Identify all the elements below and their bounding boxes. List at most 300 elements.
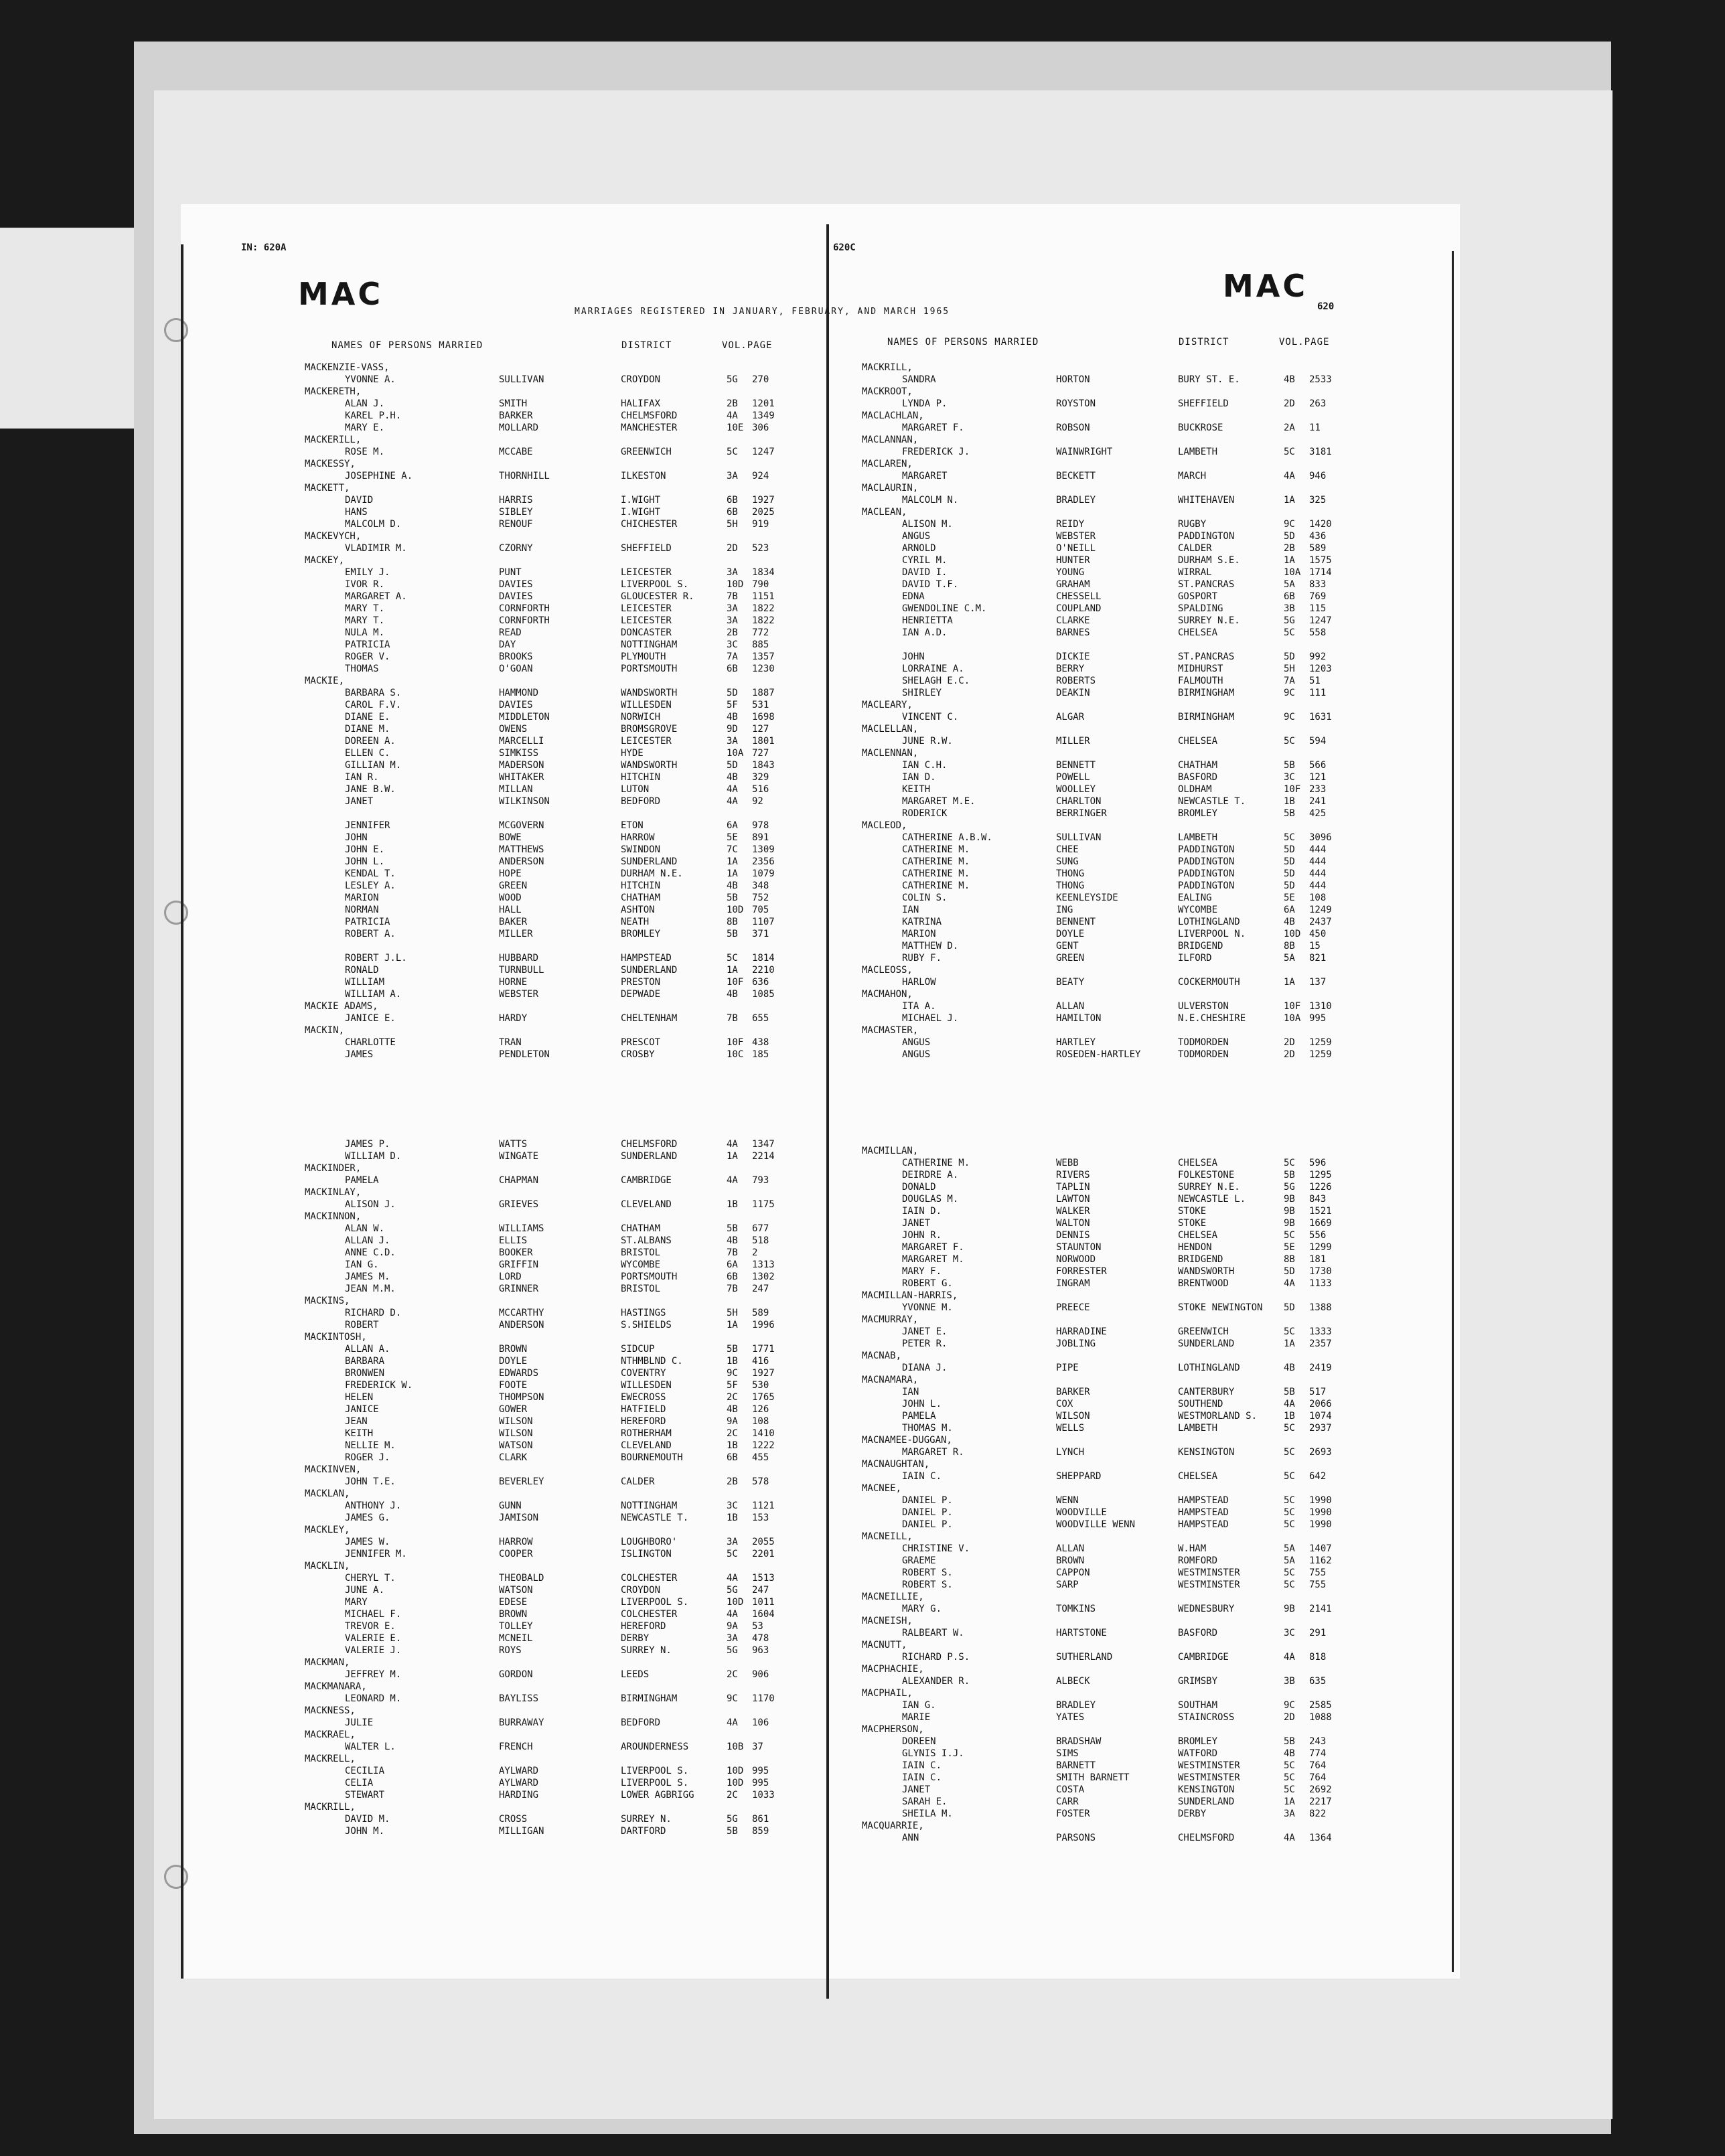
- entry-given-name: DAVID I.: [902, 567, 948, 578]
- entry-given-name: DOREEN A.: [345, 736, 396, 747]
- entry-district: WESTMINSTER: [1178, 1760, 1240, 1771]
- entry-page: 181: [1309, 1254, 1327, 1265]
- entry-page: 2217: [1309, 1796, 1332, 1807]
- entry-given-name: JOHN L.: [345, 856, 385, 867]
- entry-page: 11: [1309, 422, 1321, 433]
- entry-spouse-surname: BENNENT: [1056, 917, 1096, 927]
- entry-given-name: MICHAEL J.: [902, 1013, 959, 1024]
- entry-volume: 5D: [727, 760, 738, 771]
- entry-volume: 1A: [1284, 495, 1295, 506]
- entry-district: CAMBRIDGE: [1178, 1652, 1229, 1663]
- entry-volume: 5B: [1284, 1387, 1295, 1397]
- entry-district: PLYMOUTH: [621, 651, 666, 662]
- entry-spouse-surname: MCNEIL: [499, 1633, 533, 1644]
- entry-page: 2210: [752, 965, 775, 976]
- entry-surname: MACNAUGHTAN,: [862, 1459, 930, 1470]
- entry-spouse-surname: CLARK: [499, 1452, 528, 1463]
- entry-given-name: MICHAEL F.: [345, 1609, 402, 1620]
- entry-volume: 5C: [1284, 1784, 1295, 1795]
- entry-surname: MACKESSY,: [305, 459, 356, 469]
- entry-given-name: CYRIL M.: [902, 555, 948, 566]
- binding-hole: [164, 318, 188, 342]
- entry-district: PRESTON: [621, 977, 661, 988]
- entry-spouse-surname: WENN: [1056, 1495, 1079, 1506]
- entry-district: NEATH: [621, 917, 650, 927]
- entry-spouse-surname: HARDY: [499, 1013, 528, 1024]
- entry-given-name: NELLIE M.: [345, 1440, 396, 1451]
- entry-given-name: NULA M.: [345, 627, 385, 638]
- entry-spouse-surname: GREEN: [499, 880, 528, 891]
- entry-spouse-surname: OWENS: [499, 724, 528, 735]
- entry-given-name: BRONWEN: [345, 1368, 385, 1379]
- entry-given-name: JAMES: [345, 1049, 374, 1060]
- entry-volume: 5B: [727, 1344, 738, 1355]
- entry-spouse-surname: SMITH BARNETT: [1056, 1772, 1130, 1783]
- entry-volume: 5B: [1284, 1170, 1295, 1180]
- entry-given-name: ALEXANDER R.: [902, 1676, 970, 1687]
- entry-page: 705: [752, 905, 769, 915]
- entry-volume: 5C: [1284, 1519, 1295, 1530]
- sheet-number-right: 620C: [833, 242, 856, 253]
- entry-page: 642: [1309, 1471, 1327, 1482]
- entry-page: 1364: [1309, 1833, 1332, 1843]
- entry-page: 1107: [752, 917, 775, 927]
- entry-spouse-surname: FORRESTER: [1056, 1266, 1107, 1277]
- entry-spouse-surname: PUNT: [499, 567, 522, 578]
- entry-surname: MACKINTOSH,: [305, 1332, 367, 1342]
- entry-spouse-surname: ROYSTON: [1056, 398, 1096, 409]
- entry-spouse-surname: BECKETT: [1056, 471, 1096, 481]
- entry-given-name: IAN: [902, 905, 919, 915]
- entry-page: 1247: [752, 447, 775, 457]
- entry-spouse-surname: MILLER: [1056, 736, 1090, 747]
- entry-given-name: VALERIE E.: [345, 1633, 402, 1644]
- entry-given-name: JOHN R.: [902, 1230, 942, 1241]
- entry-spouse-surname: WEBSTER: [1056, 531, 1096, 542]
- entry-page: 306: [752, 422, 769, 433]
- entry-page: 1175: [752, 1199, 775, 1210]
- entry-page: 963: [752, 1645, 769, 1656]
- entry-district: I.WIGHT: [621, 495, 661, 506]
- entry-district: LIVERPOOL N.: [1178, 929, 1246, 939]
- entry-spouse-surname: GOWER: [499, 1404, 528, 1415]
- entry-given-name: PAMELA: [345, 1175, 379, 1186]
- entry-given-name: DAVID: [345, 495, 374, 506]
- entry-district: HALIFAX: [621, 398, 661, 409]
- entry-given-name: SHIRLEY: [902, 688, 942, 698]
- entry-page: 416: [752, 1356, 769, 1367]
- entry-page: 558: [1309, 627, 1327, 638]
- entry-spouse-surname: HOPE: [499, 868, 522, 879]
- entry-spouse-surname: DAVIES: [499, 579, 533, 590]
- entry-given-name: DIANE M.: [345, 724, 390, 735]
- entry-page: 329: [752, 772, 769, 783]
- entry-spouse-surname: COX: [1056, 1399, 1073, 1409]
- entry-spouse-surname: CORNFORTH: [499, 603, 550, 614]
- entry-given-name: DEIRDRE A.: [902, 1170, 959, 1180]
- entry-district: HYDE: [621, 748, 644, 759]
- entry-district: NEWCASTLE L.: [1178, 1194, 1246, 1205]
- entry-district: BUCKROSE: [1178, 422, 1223, 433]
- entry-page: 769: [1309, 591, 1327, 602]
- entry-page: 992: [1309, 651, 1327, 662]
- entry-district: DARTFORD: [621, 1826, 666, 1837]
- entry-spouse-surname: BARKER: [499, 410, 533, 421]
- entry-volume: 7B: [727, 1284, 738, 1294]
- entry-spouse-surname: ANDERSON: [499, 856, 544, 867]
- entry-district: PORTSMOUTH: [621, 664, 678, 674]
- entry-given-name: ROBERT G.: [902, 1278, 953, 1289]
- entry-volume: 1A: [727, 1320, 738, 1330]
- entry-volume: 5C: [727, 447, 738, 457]
- entry-spouse-surname: HORTON: [1056, 374, 1090, 385]
- entry-volume: 3A: [727, 471, 738, 481]
- entry-volume: 1B: [727, 1199, 738, 1210]
- entry-district: SOUTHEND: [1178, 1399, 1223, 1409]
- entry-district: AROUNDERNESS: [621, 1742, 689, 1752]
- entry-spouse-surname: CZORNY: [499, 543, 533, 554]
- entry-spouse-surname: JOBLING: [1056, 1338, 1096, 1349]
- entry-given-name: JAMES W.: [345, 1537, 390, 1547]
- entry-volume: 7B: [727, 1247, 738, 1258]
- entry-page: 1011: [752, 1597, 775, 1608]
- entry-spouse-surname: BEVERLEY: [499, 1476, 544, 1487]
- entry-district: MIDHURST: [1178, 664, 1223, 674]
- entry-district: BURY ST. E.: [1178, 374, 1240, 385]
- entry-page: 636: [752, 977, 769, 988]
- entry-district: BRISTOL: [621, 1284, 661, 1294]
- entry-given-name: VLADIMIR M.: [345, 543, 407, 554]
- entry-page: 818: [1309, 1652, 1327, 1663]
- entry-volume: 8B: [1284, 1254, 1295, 1265]
- entry-volume: 2B: [727, 398, 738, 409]
- entry-district: W.HAM: [1178, 1543, 1207, 1554]
- entry-district: HAMPSTEAD: [1178, 1507, 1229, 1518]
- entry-surname: MACMURRAY,: [862, 1314, 919, 1325]
- entry-given-name: IAN: [902, 1387, 919, 1397]
- entry-volume: 5C: [1284, 1158, 1295, 1168]
- entry-district: TODMORDEN: [1178, 1037, 1229, 1048]
- entry-surname: MACLANNAN,: [862, 435, 919, 445]
- entry-given-name: HARLOW: [902, 977, 936, 988]
- entry-page: 589: [752, 1308, 769, 1318]
- entry-page: 589: [1309, 543, 1327, 554]
- entry-page: 1730: [1309, 1266, 1332, 1277]
- entry-volume: 5C: [1284, 832, 1295, 843]
- entry-page: 241: [1309, 796, 1327, 807]
- entry-volume: 3A: [727, 736, 738, 747]
- entry-surname: MACNEILL,: [862, 1531, 913, 1542]
- entry-spouse-surname: CAPPON: [1056, 1567, 1090, 1578]
- entry-page: 594: [1309, 736, 1327, 747]
- entry-spouse-surname: STAUNTON: [1056, 1242, 1102, 1253]
- entry-district: LEICESTER: [621, 736, 672, 747]
- entry-spouse-surname: WOODVILLE: [1056, 1507, 1107, 1518]
- entry-volume: 4A: [727, 1139, 738, 1150]
- entry-page: 859: [752, 1826, 769, 1837]
- entry-district: CANTERBURY: [1178, 1387, 1235, 1397]
- entry-page: 2692: [1309, 1784, 1332, 1795]
- entry-volume: 1A: [1284, 555, 1295, 566]
- entry-volume: 1B: [1284, 796, 1295, 807]
- entry-spouse-surname: BARKER: [1056, 1387, 1090, 1397]
- entry-volume: 5D: [1284, 1302, 1295, 1313]
- entry-volume: 9C: [1284, 1700, 1295, 1711]
- entry-district: SURREY N.E.: [1178, 1182, 1240, 1192]
- entry-surname: MACLAURIN,: [862, 483, 919, 493]
- entry-volume: 9B: [1284, 1604, 1295, 1614]
- entry-page: 2585: [1309, 1700, 1332, 1711]
- entry-spouse-surname: FOOTE: [499, 1380, 528, 1391]
- entry-spouse-surname: TOMKINS: [1056, 1604, 1096, 1614]
- entry-spouse-surname: HUBBARD: [499, 953, 539, 964]
- entry-district: LIVERPOOL S.: [621, 1597, 689, 1608]
- entry-spouse-surname: BRADLEY: [1056, 495, 1096, 506]
- entry-district: LOWER AGBRIGG: [621, 1790, 694, 1800]
- entry-spouse-surname: BOWE: [499, 832, 522, 843]
- entry-district: BRISTOL: [621, 1247, 661, 1258]
- entry-district: WESTMORLAND S.: [1178, 1411, 1258, 1421]
- entry-spouse-surname: SHEPPARD: [1056, 1471, 1102, 1482]
- entry-volume: 4A: [727, 1573, 738, 1584]
- entry-page: 108: [752, 1416, 769, 1427]
- entry-volume: 4B: [727, 1235, 738, 1246]
- entry-page: 3181: [1309, 447, 1332, 457]
- entry-volume: 6B: [727, 1452, 738, 1463]
- entry-district: LAMBETH: [1178, 832, 1218, 843]
- binding-hole: [164, 1865, 188, 1889]
- entry-surname: MACKERETH,: [305, 386, 362, 397]
- entry-volume: 1A: [727, 1151, 738, 1162]
- entry-spouse-surname: BAKER: [499, 917, 528, 927]
- entry-page: 1834: [752, 567, 775, 578]
- entry-page: 2937: [1309, 1423, 1332, 1434]
- entry-volume: 5A: [1284, 1555, 1295, 1566]
- entry-page: 1513: [752, 1573, 775, 1584]
- entry-spouse-surname: SIMS: [1056, 1748, 1079, 1759]
- entry-surname: MACNAB,: [862, 1351, 902, 1361]
- entry-volume: 5C: [1284, 1230, 1295, 1241]
- entry-surname: MACLACHLAN,: [862, 410, 924, 421]
- entry-page: 436: [1309, 531, 1327, 542]
- entry-page: 1201: [752, 398, 775, 409]
- entry-given-name: JANET: [902, 1784, 931, 1795]
- entry-page: 1333: [1309, 1326, 1332, 1337]
- entry-given-name: JEAN M.M.: [345, 1284, 396, 1294]
- entry-spouse-surname: AYLWARD: [499, 1778, 539, 1788]
- entry-district: ILKESTON: [621, 471, 666, 481]
- entry-given-name: MARION: [345, 893, 379, 903]
- entry-volume: 3C: [1284, 772, 1295, 783]
- entry-volume: 2C: [727, 1392, 738, 1403]
- entry-given-name: KEITH: [902, 784, 931, 795]
- entry-given-name: THOMAS M.: [902, 1423, 953, 1434]
- entry-page: 764: [1309, 1760, 1327, 1771]
- entry-page: 153: [752, 1513, 769, 1523]
- entry-district: PADDINGTON: [1178, 856, 1235, 867]
- entry-page: 596: [1309, 1158, 1327, 1168]
- entry-volume: 5B: [727, 893, 738, 903]
- entry-surname: MACLAREN,: [862, 459, 913, 469]
- entry-district: PRESCOT: [621, 1037, 661, 1048]
- entry-volume: 10D: [727, 1597, 744, 1608]
- entry-page: 1521: [1309, 1206, 1332, 1217]
- entry-spouse-surname: HARDING: [499, 1790, 539, 1800]
- entry-spouse-surname: WILKINSON: [499, 796, 550, 807]
- entry-district: ULVERSTON: [1178, 1001, 1229, 1012]
- entry-page: 37: [752, 1742, 763, 1752]
- entry-page: 755: [1309, 1580, 1327, 1590]
- entry-page: 1604: [752, 1609, 775, 1620]
- entry-district: CHELTENHAM: [621, 1013, 678, 1024]
- entry-given-name: DAVID T.F.: [902, 579, 959, 590]
- entry-page: 764: [1309, 1772, 1327, 1783]
- entry-surname: MACKRILL,: [305, 1802, 356, 1813]
- entry-district: CHELMSFORD: [621, 1139, 678, 1150]
- entry-page: 2437: [1309, 917, 1332, 927]
- entry-surname: MACKENZIE-VASS,: [305, 362, 390, 373]
- entry-volume: 6B: [727, 1272, 738, 1282]
- entry-page: 51: [1309, 676, 1321, 686]
- entry-volume: 3A: [727, 1537, 738, 1547]
- entry-given-name: CHARLOTTE: [345, 1037, 396, 1048]
- entry-given-name: GRAEME: [902, 1555, 936, 1566]
- entry-volume: 7C: [727, 844, 738, 855]
- entry-district: SUNDERLAND: [1178, 1338, 1235, 1349]
- entry-district: FOLKESTONE: [1178, 1170, 1235, 1180]
- entry-surname: MACKMAN,: [305, 1657, 350, 1668]
- entry-page: 1247: [1309, 615, 1332, 626]
- entry-volume: 5H: [727, 519, 738, 530]
- entry-page: 906: [752, 1669, 769, 1680]
- entry-district: SHEFFIELD: [1178, 398, 1229, 409]
- entry-volume: 3A: [727, 615, 738, 626]
- entry-spouse-surname: KEENLEYSIDE: [1056, 893, 1118, 903]
- entry-volume: 7A: [1284, 676, 1295, 686]
- entry-page: 2055: [752, 1537, 775, 1547]
- entry-page: 995: [752, 1766, 769, 1776]
- entry-district: LEICESTER: [621, 603, 672, 614]
- entry-page: 478: [752, 1633, 769, 1644]
- entry-surname: MACKLAN,: [305, 1488, 350, 1499]
- entry-district: GLOUCESTER R.: [621, 591, 694, 602]
- center-divider: [826, 224, 829, 1999]
- entry-surname: MACKIE,: [305, 676, 345, 686]
- entry-spouse-surname: HALL: [499, 905, 522, 915]
- entry-volume: 4B: [1284, 1363, 1295, 1373]
- entry-page: 1249: [1309, 905, 1332, 915]
- entry-spouse-surname: TAPLIN: [1056, 1182, 1090, 1192]
- entry-district: WESTMINSTER: [1178, 1580, 1240, 1590]
- entry-page: 1669: [1309, 1218, 1332, 1229]
- entry-given-name: SARAH E.: [902, 1796, 948, 1807]
- entry-district: S.SHIELDS: [621, 1320, 672, 1330]
- entry-volume: 3A: [727, 1633, 738, 1644]
- entry-given-name: IAN G.: [345, 1259, 379, 1270]
- entry-page: 1814: [752, 953, 775, 964]
- entry-spouse-surname: COSTA: [1056, 1784, 1085, 1795]
- entry-given-name: LORRAINE A.: [902, 664, 964, 674]
- entry-volume: 5G: [727, 1585, 738, 1596]
- entry-given-name: IAN C.H.: [902, 760, 948, 771]
- entry-volume: 2D: [1284, 1712, 1295, 1723]
- entry-spouse-surname: ALGAR: [1056, 712, 1085, 722]
- entry-given-name: DANIEL P.: [902, 1507, 953, 1518]
- entry-volume: 3C: [1284, 1628, 1295, 1638]
- entry-volume: 1A: [727, 856, 738, 867]
- entry-page: 348: [752, 880, 769, 891]
- entry-given-name: CATHERINE M.: [902, 844, 970, 855]
- entry-district: WANDSWORTH: [621, 760, 678, 771]
- entry-spouse-surname: SULLIVAN: [499, 374, 544, 385]
- entry-volume: 5C: [1284, 447, 1295, 457]
- entry-spouse-surname: BENNETT: [1056, 760, 1096, 771]
- entry-surname: MACMAHON,: [862, 989, 913, 1000]
- entry-spouse-surname: WATSON: [499, 1440, 533, 1451]
- entry-volume: 9B: [1284, 1194, 1295, 1205]
- entry-page: 1801: [752, 736, 775, 747]
- entry-given-name: CHERYL T.: [345, 1573, 396, 1584]
- entry-surname: MACLEAN,: [862, 507, 907, 518]
- entry-volume: 2B: [727, 1476, 738, 1487]
- entry-page: 995: [752, 1778, 769, 1788]
- entry-spouse-surname: MCGOVERN: [499, 820, 544, 831]
- entry-page: 1088: [1309, 1712, 1332, 1723]
- entry-spouse-surname: DENNIS: [1056, 1230, 1090, 1241]
- entry-volume: 2B: [1284, 543, 1295, 554]
- entry-given-name: CAROL F.V.: [345, 700, 402, 710]
- entry-page: 444: [1309, 856, 1327, 867]
- entry-volume: 10E: [727, 422, 744, 433]
- entry-page: 655: [752, 1013, 769, 1024]
- entry-district: LOUGHBORO': [621, 1537, 678, 1547]
- left-margin-rule: [181, 244, 183, 1979]
- entry-spouse-surname: PIPE: [1056, 1363, 1079, 1373]
- entry-district: SUNDERLAND: [621, 1151, 678, 1162]
- entry-given-name: LESLEY A.: [345, 880, 396, 891]
- entry-given-name: ALLAN J.: [345, 1235, 390, 1246]
- entry-district: COVENTRY: [621, 1368, 666, 1379]
- entry-given-name: CECILIA: [345, 1766, 385, 1776]
- entry-spouse-surname: WOOD: [499, 893, 522, 903]
- entry-page: 1170: [752, 1693, 775, 1704]
- entry-page: 566: [1309, 760, 1327, 771]
- entry-surname: MACKEVYCH,: [305, 531, 362, 542]
- entry-volume: 2C: [727, 1669, 738, 1680]
- entry-page: 2356: [752, 856, 775, 867]
- entry-spouse-surname: WILSON: [499, 1428, 533, 1439]
- entry-spouse-surname: WATSON: [499, 1585, 533, 1596]
- entry-district: KENSINGTON: [1178, 1447, 1235, 1458]
- entry-volume: 7B: [727, 1013, 738, 1024]
- entry-district: DEPWADE: [621, 989, 661, 1000]
- entry-given-name: PATRICIA: [345, 917, 390, 927]
- entry-spouse-surname: O'NEILL: [1056, 543, 1096, 554]
- entry-district: PORTSMOUTH: [621, 1272, 678, 1282]
- entry-district: CHICHESTER: [621, 519, 678, 530]
- entry-spouse-surname: GENT: [1056, 941, 1079, 951]
- entry-spouse-surname: ELLIS: [499, 1235, 528, 1246]
- entry-district: PADDINGTON: [1178, 531, 1235, 542]
- entry-surname: MACKINS,: [305, 1296, 350, 1306]
- entry-volume: 5F: [727, 700, 738, 710]
- entry-spouse-surname: BROOKS: [499, 651, 533, 662]
- entry-spouse-surname: THONG: [1056, 880, 1085, 891]
- entry-district: CLEVELAND: [621, 1440, 672, 1451]
- entry-spouse-surname: WILLIAMS: [499, 1223, 544, 1234]
- entry-given-name: KATRINA: [902, 917, 942, 927]
- entry-page: 891: [752, 832, 769, 843]
